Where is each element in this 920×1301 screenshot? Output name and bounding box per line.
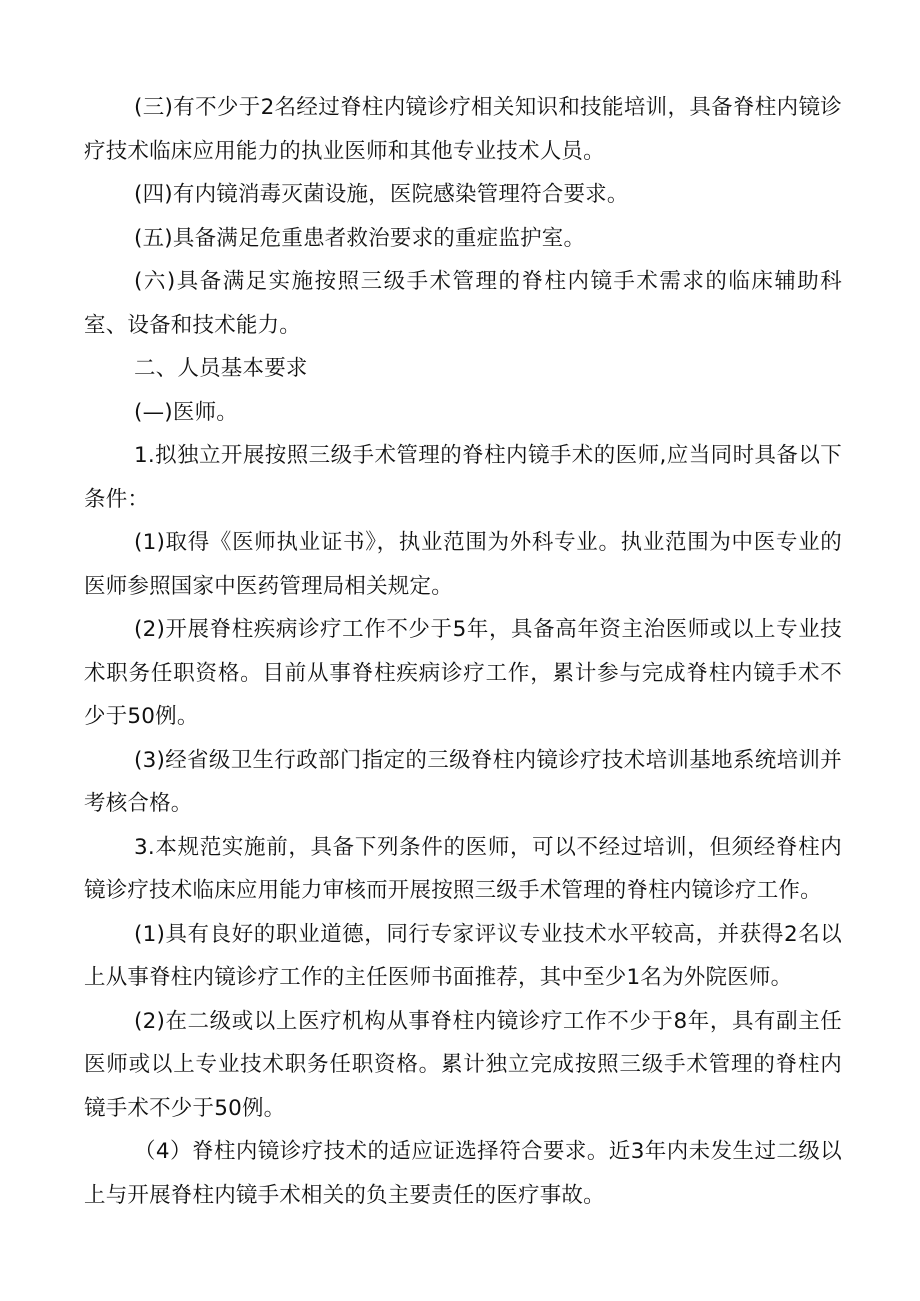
- list-item-training: (3)经省级卫生行政部门指定的三级脊柱内镜诊疗技术培训基地系统培训并考核合格。: [84, 747, 842, 816]
- list-item-senior-experience: (2)在二级或以上医疗机构从事脊柱内镜诊疗工作不少于8年，具有副主任医师或以上专业技术职务任职资格。累计独立完成按照三级手术管理的脊柱内镜手术不少于50例。: [84, 1008, 842, 1121]
- paragraph-5-icu: (五)具备满足危重患者救治要求的重症监护室。: [134, 225, 586, 251]
- paragraph-physician-requirements: 1.拟独立开展按照三级手术管理的脊柱内镜手术的医师,应当同时具备以下条件：: [84, 443, 842, 512]
- list-item-ethics: (1)具有良好的职业道德，同行专家评议专业技术水平较高，并获得2名以上从事脊柱内镜诊疗工作的主任医师书面推荐，其中至少1名为外院医师。: [84, 921, 842, 990]
- paragraph-4-disinfection: (四)有内镜消毒灭菌设施，医院感染管理符合要求。: [134, 182, 629, 207]
- paragraph-3-personnel: (三)有不少于2名经过脊柱内镜诊疗相关知识和技能培训，具备脊柱内镜诊疗技术临床应用能力的执业医师和其他专业技术人员。: [84, 95, 842, 164]
- list-item-indications: （4）脊柱内镜诊疗技术的适应证选择符合要求。近3年内未发生过二级以上与开展脊柱内镜手术相关的负主要责任的医疗事故。: [84, 1139, 842, 1208]
- section-heading-personnel: 二、人员基本要求: [134, 356, 308, 381]
- list-item-experience: (2)开展脊柱疾病诊疗工作不少于5年，具备高年资主治医师或以上专业技术职务任职资格。目前从事脊柱疾病诊疗工作，累计参与完成脊柱内镜手术不少于50例。: [84, 617, 842, 729]
- subsection-heading-physician: (—)医师。: [134, 399, 238, 425]
- paragraph-6-support: (六)具备满足实施按照三级手术管理的脊柱内镜手术需求的临床辅助科室、设备和技术能力。: [84, 269, 842, 338]
- list-item-license: (1)取得《医师执业证书》，执业范围为外科专业。执业范围为中医专业的医师参照国家中医药管理局相关规定。: [84, 530, 842, 599]
- paragraph-exemption: 3.本规范实施前，具备下列条件的医师，可以不经过培训，但须经脊柱内镜诊疗技术临床应用能力审核而开展按照三级手术管理的脊柱内镜诊疗工作。: [84, 834, 842, 903]
